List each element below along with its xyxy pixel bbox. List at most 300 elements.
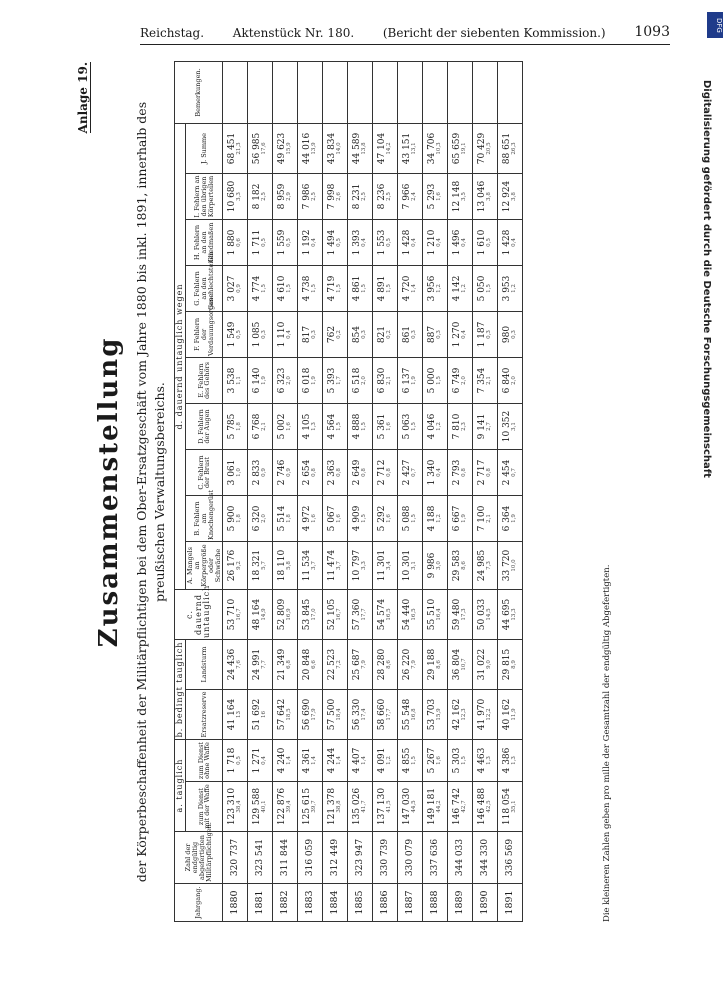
cell-value: 48 164 xyxy=(251,598,262,631)
cell-b1 xyxy=(398,690,423,740)
cell-value: 1 553 xyxy=(376,229,387,256)
cell-remarks xyxy=(473,61,498,123)
cell-value: 6 830 xyxy=(376,367,387,394)
cell-permille: 0,4 xyxy=(311,238,318,247)
cell-J xyxy=(298,123,323,173)
cell-permille: 0,5 xyxy=(386,238,393,247)
cell-value: 3 956 xyxy=(426,275,437,302)
cell-C xyxy=(348,450,373,496)
cell-value: 68 451 xyxy=(226,132,237,165)
cell-value: 123 310 xyxy=(226,787,237,826)
cell-I xyxy=(498,174,523,220)
cell-value: 1 192 xyxy=(301,229,312,256)
cell-F xyxy=(348,312,373,358)
cell-value: 4 244 xyxy=(326,747,337,774)
cell-value: 1 085 xyxy=(251,321,262,348)
cell-a1 xyxy=(248,782,273,832)
cell-value: 2 833 xyxy=(251,459,262,486)
cell-permille: 14,5 xyxy=(486,608,493,621)
cell-value: 2 793 xyxy=(451,459,462,486)
cell-G xyxy=(223,266,248,312)
cell-H xyxy=(473,220,498,266)
cell-J xyxy=(273,123,298,173)
cell-A xyxy=(423,542,448,590)
cell-remarks xyxy=(323,61,348,123)
cell-permille: 12,3 xyxy=(461,708,468,721)
cell-permille: 0,7 xyxy=(511,468,518,477)
cell-value: 6 018 xyxy=(301,367,312,394)
col-F: F. Fehlern der Verdauungsorgane xyxy=(186,312,223,358)
cell-value: 11 301 xyxy=(376,549,387,582)
cell-permille: 1,5 xyxy=(386,284,393,293)
cell-permille: 14,2 xyxy=(386,142,393,155)
cell-value: 13 046 xyxy=(476,180,487,213)
cell-value: 10 352 xyxy=(501,410,512,443)
cell-permille: 42,5 xyxy=(486,800,493,813)
cell-a1 xyxy=(348,782,373,832)
cell-a2 xyxy=(448,740,473,782)
cell-permille: 1,4 xyxy=(361,756,368,765)
cell-permille: 1,5 xyxy=(286,284,293,293)
table-row xyxy=(423,61,448,921)
cell-permille: 16,5 xyxy=(411,608,418,621)
cell-value: 5 000 xyxy=(426,367,437,394)
cell-permille: 2,1 xyxy=(486,376,493,385)
cell-value: 29 583 xyxy=(451,549,462,582)
cell-permille: 41,5 xyxy=(386,800,393,813)
cell-permille: 2,3 xyxy=(461,422,468,431)
cell-permille: 2,0 xyxy=(511,376,518,385)
cell-value: 18 110 xyxy=(276,549,287,582)
cell-value: 135 026 xyxy=(351,787,362,826)
cell-I xyxy=(273,174,298,220)
col-B: B. Fehlern am Knochengerüst xyxy=(186,496,223,542)
table-row xyxy=(498,61,523,921)
cell-b1 xyxy=(273,690,298,740)
cell-a2 xyxy=(248,740,273,782)
cell-permille: 1,6 xyxy=(436,192,443,201)
cell-J xyxy=(448,123,473,173)
cell-value: 6 140 xyxy=(251,367,262,394)
cell-permille: 1,6 xyxy=(386,422,393,431)
cell-permille: 21,3 xyxy=(236,142,243,155)
cell-value: 2 363 xyxy=(326,459,337,486)
cell-permille: 2,1 xyxy=(386,376,393,385)
cell-value: 57 500 xyxy=(326,698,337,731)
cell-G xyxy=(398,266,423,312)
cell-permille: 41,7 xyxy=(361,800,368,813)
cell-value: 43 834 xyxy=(326,132,337,165)
cell-B xyxy=(498,496,523,542)
cell-G xyxy=(273,266,298,312)
cell-a1 xyxy=(273,782,298,832)
cell-value: 24 436 xyxy=(226,648,237,681)
cell-permille: 13,8 xyxy=(361,142,368,155)
cell-permille: 26,3 xyxy=(511,142,518,155)
table-row xyxy=(273,61,298,921)
cell-value: 4 386 xyxy=(501,747,512,774)
table-row xyxy=(248,61,273,921)
cell-value: 31 022 xyxy=(476,648,487,681)
cell-a1 xyxy=(373,782,398,832)
cell-a1 xyxy=(398,782,423,832)
group-b: b. bedingt tauglich xyxy=(175,640,186,740)
cell-permille: 2,9 xyxy=(286,192,293,201)
cell-permille: 1,7 xyxy=(336,376,343,385)
cell-total: 330 739 xyxy=(373,832,398,884)
cell-value: 4 861 xyxy=(351,275,362,302)
cell-value: 4 719 xyxy=(326,275,337,302)
cell-remarks xyxy=(498,61,523,123)
cell-b1 xyxy=(223,690,248,740)
cell-permille: 3,3 xyxy=(361,561,368,570)
cell-F xyxy=(498,312,523,358)
cell-C xyxy=(223,450,248,496)
cell-value: 18 321 xyxy=(251,549,262,582)
cell-permille: 1,6 xyxy=(286,422,293,431)
cell-permille: 0,5 xyxy=(486,238,493,247)
cell-C xyxy=(398,450,423,496)
cell-b1 xyxy=(423,690,448,740)
cell-A xyxy=(273,542,298,590)
cell-value: 125 615 xyxy=(301,787,312,826)
cell-c xyxy=(223,590,248,640)
table-row xyxy=(448,61,473,921)
cell-permille: 1,2 xyxy=(386,756,393,765)
col-E: E. Fehlern des Gehörs xyxy=(186,358,223,404)
cell-permille: 0,2 xyxy=(386,330,393,339)
footnote: Die kleineren Zahlen geben pro mille der Gesamtzahl der endgültig Abgefertigten. xyxy=(602,564,612,922)
cell-value: 1 393 xyxy=(351,229,362,256)
cell-permille: 9,2 xyxy=(236,561,243,570)
cell-I xyxy=(298,174,323,220)
cell-value: 1 428 xyxy=(501,229,512,256)
cell-value: 21 349 xyxy=(276,648,287,681)
cell-a1 xyxy=(498,782,523,832)
cell-I xyxy=(348,174,373,220)
cell-permille: 17,3 xyxy=(461,608,468,621)
cell-permille: 12,2 xyxy=(486,708,493,721)
cell-A xyxy=(223,542,248,590)
cell-remarks xyxy=(273,61,298,123)
cell-value: 4 142 xyxy=(451,275,462,302)
cell-b2 xyxy=(423,640,448,690)
cell-value: 33 720 xyxy=(501,549,512,582)
cell-year: 1887 xyxy=(398,884,423,922)
cell-D xyxy=(473,404,498,450)
cell-G xyxy=(248,266,273,312)
cell-value: 887 xyxy=(426,325,437,344)
cell-permille: 7,7 xyxy=(261,660,268,669)
cell-b1 xyxy=(298,690,323,740)
cell-permille: 0,9 xyxy=(261,468,268,477)
cell-a1 xyxy=(473,782,498,832)
cell-permille: 1,5 xyxy=(461,756,468,765)
cell-a2 xyxy=(423,740,448,782)
cell-permille: 0,4 xyxy=(261,756,268,765)
col-H: H. Fehlern an den Gliedmaßen xyxy=(186,220,223,266)
cell-value: 5 293 xyxy=(426,183,437,210)
cell-A xyxy=(498,542,523,590)
cell-permille: 1,9 xyxy=(311,376,318,385)
cell-permille: 0,3 xyxy=(311,330,318,339)
cell-value: 4 909 xyxy=(351,505,362,532)
cell-H xyxy=(448,220,473,266)
cell-permille: 7,6 xyxy=(236,660,243,669)
cell-value: 1 496 xyxy=(451,229,462,256)
cell-value: 4 105 xyxy=(301,413,312,440)
cell-permille: 2,4 xyxy=(411,192,418,201)
cell-permille: 1,2 xyxy=(511,284,518,293)
cell-permille: 8,6 xyxy=(461,561,468,570)
cell-year: 1888 xyxy=(423,884,448,922)
cell-value: 821 xyxy=(376,325,387,344)
cell-value: 7 966 xyxy=(401,183,412,210)
cell-B xyxy=(248,496,273,542)
cell-permille: 0,4 xyxy=(436,238,443,247)
cell-value: 88 651 xyxy=(501,132,512,165)
cell-value: 1 559 xyxy=(276,229,287,256)
subtitle: der Körperbeschaffenheit der Militärpflichtigen bei dem Ober-Ersatzgeschäft vom Jahre 1880 bis inkl. 1891, innerhalb des xyxy=(134,101,149,883)
cell-c xyxy=(398,590,423,640)
cell-value: 5 900 xyxy=(226,505,237,532)
cell-E xyxy=(298,358,323,404)
cell-total: 330 079 xyxy=(398,832,423,884)
group-c: c. dauernd untauglich xyxy=(175,590,223,640)
table-row xyxy=(223,61,248,921)
cell-A xyxy=(448,542,473,590)
cell-value: 122 876 xyxy=(276,787,287,826)
cell-permille: 16,5 xyxy=(386,608,393,621)
cell-F xyxy=(323,312,348,358)
cell-value: 6 667 xyxy=(451,505,462,532)
cell-permille: 1,2 xyxy=(461,284,468,293)
cell-B xyxy=(298,496,323,542)
cell-A xyxy=(473,542,498,590)
cell-E xyxy=(273,358,298,404)
cell-value: 854 xyxy=(351,325,362,344)
cell-permille: 1,9 xyxy=(261,376,268,385)
cell-C xyxy=(273,450,298,496)
cell-value: 6 137 xyxy=(401,367,412,394)
cell-value: 50 033 xyxy=(476,598,487,631)
cell-value: 52 105 xyxy=(326,598,337,631)
col-bemerkungen: Bemerkungen. xyxy=(175,61,223,123)
cell-E xyxy=(323,358,348,404)
cell-E xyxy=(498,358,523,404)
cell-value: 52 809 xyxy=(276,598,287,631)
cell-a1 xyxy=(423,782,448,832)
cell-E xyxy=(248,358,273,404)
cell-permille: 1,5 xyxy=(411,422,418,431)
cell-permille: 1,2 xyxy=(436,422,443,431)
cell-value: 29 188 xyxy=(426,648,437,681)
cell-c xyxy=(498,590,523,640)
group-a: a. tauglich xyxy=(175,740,186,832)
cell-I xyxy=(248,174,273,220)
cell-B xyxy=(473,496,498,542)
cell-A xyxy=(323,542,348,590)
cell-permille: 1,3 xyxy=(511,756,518,765)
cell-permille: 0,8 xyxy=(361,468,368,477)
cell-permille: 1,5 xyxy=(361,284,368,293)
cell-year: 1881 xyxy=(248,884,273,922)
cell-permille: 1,4 xyxy=(286,756,293,765)
cell-value: 44 016 xyxy=(301,132,312,165)
cell-value: 4 046 xyxy=(426,413,437,440)
cell-permille: 44,5 xyxy=(411,800,418,813)
cell-E xyxy=(398,358,423,404)
cell-value: 5 361 xyxy=(376,413,387,440)
cell-permille: 17,6 xyxy=(261,142,268,155)
cell-permille: 17,0 xyxy=(311,608,318,621)
col-A: A. Mangels an Körpergröße oder Schwäche xyxy=(186,542,223,590)
cell-value: 7 986 xyxy=(301,183,312,210)
cell-permille: 1,3 xyxy=(486,756,493,765)
cell-permille: 1,9 xyxy=(511,514,518,523)
cell-A xyxy=(398,542,423,590)
col-a-other: zum Dienst ohne Waffe xyxy=(186,740,223,782)
cell-permille: 3,1 xyxy=(511,422,518,431)
cell-permille: 17,7 xyxy=(361,608,368,621)
cell-H xyxy=(248,220,273,266)
cell-year: 1886 xyxy=(373,884,398,922)
cell-permille: 1,1 xyxy=(236,376,243,385)
cell-value: 4 855 xyxy=(401,747,412,774)
cell-b2 xyxy=(373,640,398,690)
cell-a2 xyxy=(223,740,248,782)
cell-value: 5 267 xyxy=(426,747,437,774)
cell-value: 1 610 xyxy=(476,229,487,256)
cell-value: 1 494 xyxy=(326,229,337,256)
cell-I xyxy=(398,174,423,220)
cell-permille: 13,1 xyxy=(411,142,418,155)
cell-value: 9 141 xyxy=(476,413,487,440)
cell-year: 1880 xyxy=(223,884,248,922)
cell-permille: 1,2 xyxy=(436,284,443,293)
cell-value: 5 002 xyxy=(276,413,287,440)
cell-permille: 19,1 xyxy=(461,142,468,155)
cell-total: 344 033 xyxy=(448,832,473,884)
cell-permille: 1,6 xyxy=(336,514,343,523)
cell-total: 336 569 xyxy=(498,832,523,884)
cell-value: 4 564 xyxy=(326,413,337,440)
cell-permille: 2,0 xyxy=(261,514,268,523)
cell-value: 7 354 xyxy=(476,367,487,394)
cell-D xyxy=(323,404,348,450)
cell-permille: 0,3 xyxy=(436,330,443,339)
cell-value: 56 330 xyxy=(351,698,362,731)
cell-G xyxy=(473,266,498,312)
cell-permille: 8,6 xyxy=(386,660,393,669)
cell-permille: 1,8 xyxy=(236,514,243,523)
cell-value: 1 880 xyxy=(226,229,237,256)
cell-value: 42 162 xyxy=(451,698,462,731)
cell-c xyxy=(273,590,298,640)
cell-value: 26 176 xyxy=(226,549,237,582)
table-row xyxy=(298,61,323,921)
cell-value: 24 985 xyxy=(476,549,487,582)
cell-year: 1885 xyxy=(348,884,373,922)
cell-permille: 0,7 xyxy=(411,468,418,477)
cell-value: 129 588 xyxy=(251,787,262,826)
cell-value: 6 768 xyxy=(251,413,262,440)
cell-permille: 16,7 xyxy=(236,608,243,621)
cell-permille: 42,7 xyxy=(461,800,468,813)
cell-value: 4 463 xyxy=(476,747,487,774)
cell-permille: 5,8 xyxy=(286,561,293,570)
cell-b1 xyxy=(373,690,398,740)
cell-value: 57 360 xyxy=(351,598,362,631)
dfg-logo-icon: DFG xyxy=(707,12,723,38)
col-a-heer: zum Dienst mit der Waffe xyxy=(186,782,223,832)
cell-remarks xyxy=(348,61,373,123)
cell-value: 5 785 xyxy=(226,413,237,440)
cell-permille: 0,4 xyxy=(436,468,443,477)
cell-value: 47 104 xyxy=(376,132,387,165)
cell-A xyxy=(298,542,323,590)
cell-F xyxy=(248,312,273,358)
cell-value: 24 991 xyxy=(251,648,262,681)
page-number: 1093 xyxy=(634,24,670,40)
col-b-ersatz: Ersatzreserve xyxy=(186,690,223,740)
cell-I xyxy=(448,174,473,220)
cell-B xyxy=(398,496,423,542)
cell-permille: 2,5 xyxy=(311,192,318,201)
cell-c xyxy=(448,590,473,640)
cell-G xyxy=(498,266,523,312)
cell-permille: 13 xyxy=(236,711,243,718)
cell-total: 323 541 xyxy=(248,832,273,884)
cell-permille: 0,4 xyxy=(461,330,468,339)
cell-value: 6 320 xyxy=(251,505,262,532)
cell-c xyxy=(473,590,498,640)
cell-permille: 0,6 xyxy=(236,238,243,247)
cell-F xyxy=(298,312,323,358)
cell-E xyxy=(423,358,448,404)
cell-b2 xyxy=(498,640,523,690)
cell-value: 4 720 xyxy=(401,275,412,302)
cell-permille: 2,5 xyxy=(361,192,368,201)
cell-permille: 3,3 xyxy=(236,192,243,201)
cell-permille: 1,9 xyxy=(411,376,418,385)
cell-value: 25 687 xyxy=(351,648,362,681)
cell-A xyxy=(373,542,398,590)
table-row xyxy=(398,61,423,921)
cell-I xyxy=(323,174,348,220)
cell-value: 146 742 xyxy=(451,787,462,826)
cell-value: 4 361 xyxy=(301,747,312,774)
cell-value: 2 649 xyxy=(351,459,362,486)
cell-H xyxy=(423,220,448,266)
cell-permille: 0,8 xyxy=(386,468,393,477)
cell-value: 54 574 xyxy=(376,598,387,631)
cell-permille: 11,9 xyxy=(511,708,518,721)
cell-permille: 1,5 xyxy=(361,514,368,523)
cell-value: 34 706 xyxy=(426,132,437,165)
cell-F xyxy=(473,312,498,358)
cell-permille: 16,9 xyxy=(286,608,293,621)
cell-value: 3 027 xyxy=(226,275,237,302)
cell-c xyxy=(323,590,348,640)
cell-b2 xyxy=(248,640,273,690)
cell-F xyxy=(398,312,423,358)
cell-year: 1884 xyxy=(323,884,348,922)
cell-value: 2 717 xyxy=(476,459,487,486)
cell-value: 29 815 xyxy=(501,648,512,681)
cell-value: 49 623 xyxy=(276,132,287,165)
cell-value: 1 340 xyxy=(426,459,437,486)
